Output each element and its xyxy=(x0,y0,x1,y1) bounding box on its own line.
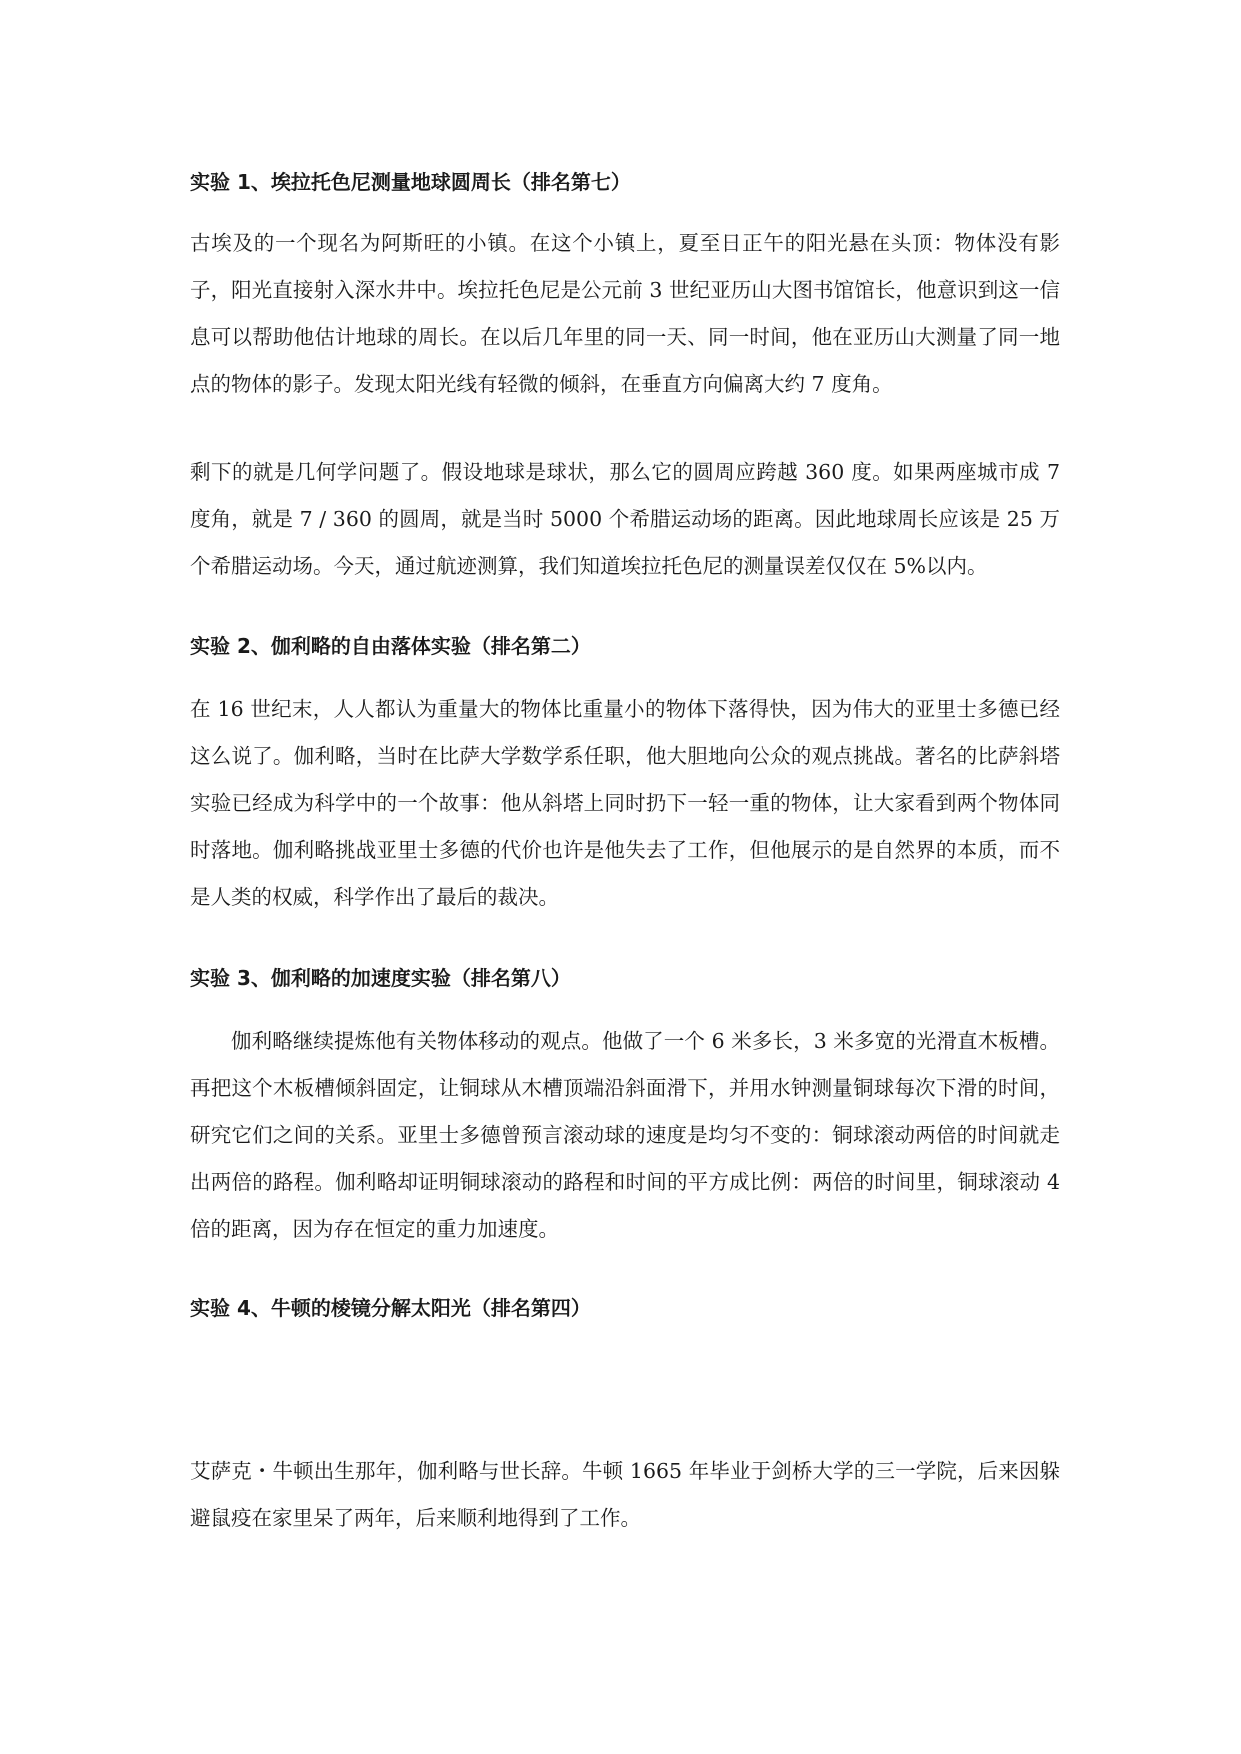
section-1-heading: 实验 1、埃拉托色尼测量地球圆周长（排名第七） xyxy=(190,170,631,194)
section-2-paragraph-1: 在 16 世纪末，人人都认为重量大的物体比重量小的物体下落得快，因为伟大的亚里士多德已经这么说了。伽利略，当时在比萨大学数学系任职，他大胆地向公众的观点挑战。著名的比萨斜塔实验已经成为科学中的一个故事：他从斜塔上同时扔下一轻一重的物体，让大家看到两个物体同时落地。伽利略挑战亚里士多德的代价也许是他失去了工作，但他展示的是自然界的本质，而不是人类的权威，科学作出了最后的裁决。 xyxy=(190,697,1060,909)
section-3-heading: 实验 3、伽利略的加速度实验（排名第八） xyxy=(190,966,571,990)
section-1-paragraph-1: 古埃及的一个现名为阿斯旺的小镇。在这个小镇上，夏至日正午的阳光悬在头顶：物体没有影子，阳光直接射入深水井中。埃拉托色尼是公元前 3 世纪亚历山大图书馆馆长，他意识到这一信息可以帮助他估计地球的周长。在以后几年里的同一天、同一时间，他在亚历山大测量了同一地点的物体的影子。发现太阳光线有轻微的倾斜，在垂直方向偏离大约 7 度角。 xyxy=(190,231,1060,396)
section-3-paragraph-1: 伽利略继续提炼他有关物体移动的观点。他做了一个 6 米多长，3 米多宽的光滑直木板槽。再把这个木板槽倾斜固定，让铜球从木槽顶端沿斜面滑下，并用水钟测量铜球每次下滑的时间，研究它们之间的关系。亚里士多德曾预言滚动球的速度是均匀不变的：铜球滚动两倍的时间就走出两倍的路程。伽利略却证明铜球滚动的路程和时间的平方成比例：两倍的时间里，铜球滚动 4 倍的距离，因为存在恒定的重力加速度。 xyxy=(190,1029,1060,1241)
section-1-paragraph-2: 剩下的就是几何学问题了。假设地球是球状，那么它的圆周应跨越 360 度。如果两座城市成 7 度角，就是 7 / 360 的圆周，就是当时 5000 个希腊运动场的距离。因此地球周长应该是 25 万个希腊运动场。今天，通过航迹测算，我们知道埃拉托色尼的测量误差仅仅在 5%以内。 xyxy=(190,460,1060,578)
section-2-heading: 实验 2、伽利略的自由落体实验（排名第二） xyxy=(190,634,591,658)
section-4-heading: 实验 4、牛顿的棱镜分解太阳光（排名第四） xyxy=(190,1296,591,1320)
section-4-paragraph-1: 艾萨克・牛顿出生那年，伽利略与世长辞。牛顿 1665 年毕业于剑桥大学的三一学院，后来因躲避鼠疫在家里呆了两年，后来顺利地得到了工作。 xyxy=(190,1459,1060,1530)
